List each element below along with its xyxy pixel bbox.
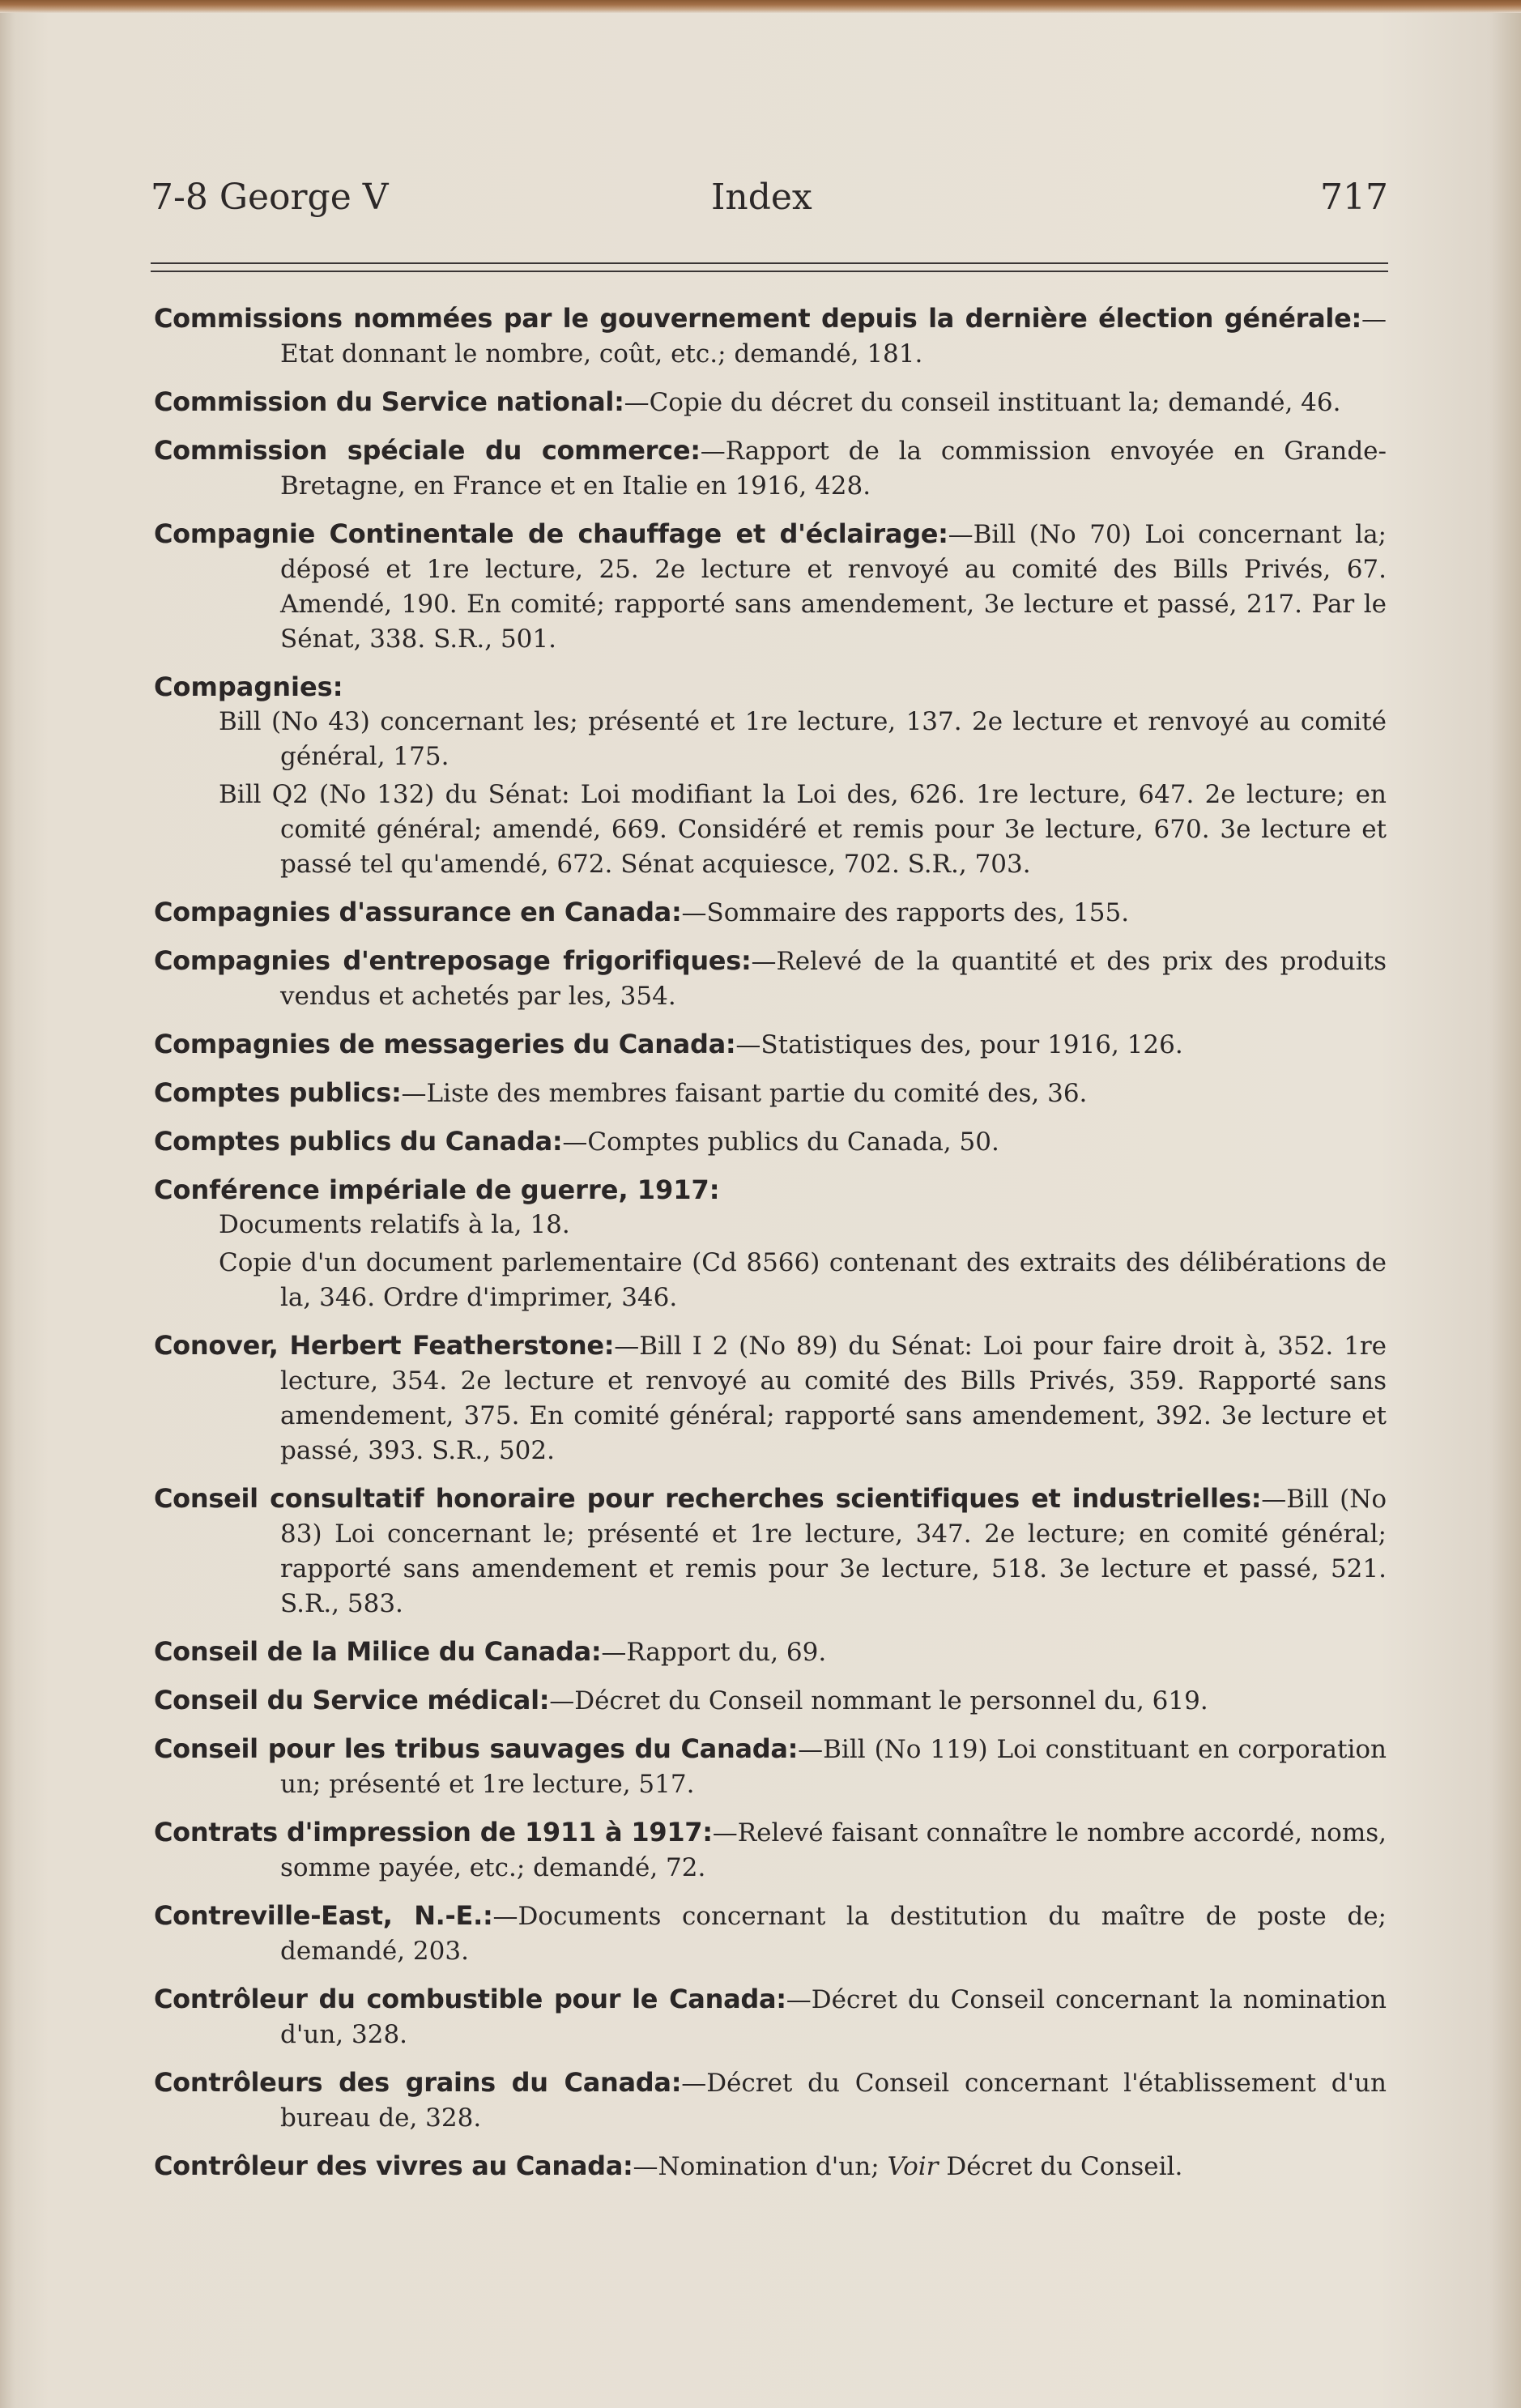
header-rule-bottom [151,271,1388,272]
index-entry [154,1328,1387,1468]
index-group-conference [154,1173,1387,1315]
sub-entry: Documents relatifs à la, 18. [219,1210,570,1239]
index-entry [154,301,1387,372]
entry-heading: Compagnies d'assurance en Canada: [154,897,682,927]
entry-text: —Décret du Conseil concernant la nomination d'un, 328. [280,1985,1387,2049]
entry-heading: Conseil pour les tribus sauvages du Canada: [154,1733,799,1764]
entry-heading: Compagnies de messageries du Canada: [154,1029,736,1059]
page-number: 717 [1320,177,1388,218]
entry-heading: Conseil du Service médical: [154,1685,550,1715]
entry-heading: Commissions nommées par le gouvernement depuis la dernière élection générale: [154,303,1361,334]
entry-heading: Contrats d'impression de 1911 à 1917: [154,1817,713,1848]
sub-entry: Bill Q2 (No 132) du Sénat: Loi modifiant la Loi des, 626. 1re lecture, 647. 2e lecture; en comité général; amendé, 669. Considéré et remis pour 3e lecture, 670. 3e lecture et passé tel qu'amendé, 672. Sénat acquiesce, 702. S.R., 703. [219,780,1387,879]
index-entry [154,1124,1387,1160]
entry-text: —Bill (No 83) Loi concernant le; présenté et 1re lecture, 347. 2e lecture; en comité général; rapporté sans amendement et remis pour 3e lecture, 518. 3e lecture et passé, 521. S.R., 583. [280,1485,1387,1618]
entry-text: —Bill (No 119) Loi constituant en corporation un; présenté et 1re lecture, 517. [280,1735,1387,1799]
entry-heading: Compagnies d'entreposage frigorifiques: [154,945,752,976]
entry-heading: Commission spéciale du commerce: [154,435,701,466]
entry-text: — Etat donnant le nombre, coût, etc.; demandé, 181. [280,305,1387,369]
entry-heading: Comptes publics du Canada: [154,1126,563,1157]
index-entry [154,2065,1387,2136]
entry-heading: Comptes publics: [154,1077,402,1108]
index-group-compagnies [154,670,1387,882]
entry-heading: Contrôleur des vivres au Canada: [154,2150,633,2181]
index-entry [154,1683,1387,1719]
index-entry [154,1982,1387,2052]
entry-text: —Documents concernant la destitution du maître de poste de; demandé, 203. [280,1902,1387,1966]
entry-text: —Décret du Conseil nommant le personnel du, 619. [549,1686,1208,1715]
running-header [151,177,1388,233]
cross-reference-voir: Voir [887,2152,939,2181]
entry-heading: Conseil consultatif honoraire pour recherches scientifiques et industrielles: [154,1483,1262,1514]
index-entry [154,433,1387,504]
sub-entry: Bill (No 43) concernant les; présenté et 1re lecture, 137. 2e lecture et renvoyé au comité général, 175. [219,707,1387,771]
index-entry [154,944,1387,1014]
entry-text: —Comptes publics du Canada, 50. [562,1127,999,1157]
entry-text: —Sommaire des rapports des, 155. [681,898,1130,927]
entry-text: —Bill I 2 (No 89) du Sénat: Loi pour faire droit à, 352. 1re lecture, 354. 2e lecture et renvoyé au comité des Bills Privés, 359. Rapporté sans amendement, 375. En comité général; rapporté sans amendement, 392. 3e lecture et passé, 393. S.R., 502. [280,1332,1387,1465]
index-entry [154,895,1387,931]
group-heading: Compagnies: [154,671,343,702]
entry-text: —Rapport de la commission envoyée en Grande-Bretagne, en France et en Italie en 1916, 428. [280,437,1387,501]
entry-text: —Bill (No 70) Loi concernant la; déposé et 1re lecture, 25. 2e lecture et renvoyé au comité des Bills Privés, 67. Amendé, 190. En comité; rapporté sans amendement, 3e lecture et passé, 217. Par le Sénat, 338. S.R., 501. [280,520,1387,654]
index-entry [154,1481,1387,1622]
index-entry [154,1899,1387,1969]
index-entry [154,385,1387,420]
entry-heading: Conseil de la Milice du Canada: [154,1636,602,1667]
index-entry [154,1732,1387,1802]
index-entry [154,1076,1387,1111]
entry-text: —Relevé de la quantité et des prix des produits vendus et achetés par les, 354. [280,947,1387,1011]
entry-heading: Compagnie Continentale de chauffage et d'éclairage: [154,518,948,549]
header-regnal-year: 7-8 George V [151,177,389,218]
index-entry [154,1027,1387,1063]
entry-heading: Contrôleurs des grains du Canada: [154,2067,682,2098]
index-entry [154,1634,1387,1670]
entry-text: —Nomination d'un; [633,2152,880,2181]
entry-text: —Rapport du, 69. [601,1638,827,1667]
header-rule-top [151,262,1388,264]
cross-reference-target: Décret du Conseil. [946,2152,1183,2181]
index-content [154,301,1387,2197]
index-entry [154,517,1387,657]
entry-text: —Statistiques des, pour 1916, 126. [735,1030,1183,1059]
entry-heading: Conover, Herbert Featherstone: [154,1330,615,1361]
group-heading: Conférence impériale de guerre, 1917: [154,1174,720,1205]
index-entry [154,1815,1387,1886]
index-entry [154,2149,1387,2184]
entry-text: —Décret du Conseil concernant l'établissement d'un bureau de, 328. [280,2069,1387,2133]
entry-heading: Contrôleur du combustible pour le Canada: [154,1984,786,2014]
entry-text: —Copie du décret du conseil instituant la; demandé, 46. [624,388,1341,417]
sub-entry: Copie d'un document parlementaire (Cd 8566) contenant des extraits des délibérations de la, 346. Ordre d'imprimer, 346. [219,1248,1387,1312]
entry-text: —Liste des membres faisant partie du comité des, 36. [401,1079,1088,1108]
page-top-edge [0,0,1521,13]
header-title: Index [711,177,812,218]
entry-heading: Commission du Service national: [154,386,624,417]
entry-text: —Relevé faisant connaître le nombre accordé, noms, somme payée, etc.; demandé, 72. [280,1818,1387,1882]
entry-heading: Contreville-East, N.-E.: [154,1900,493,1931]
